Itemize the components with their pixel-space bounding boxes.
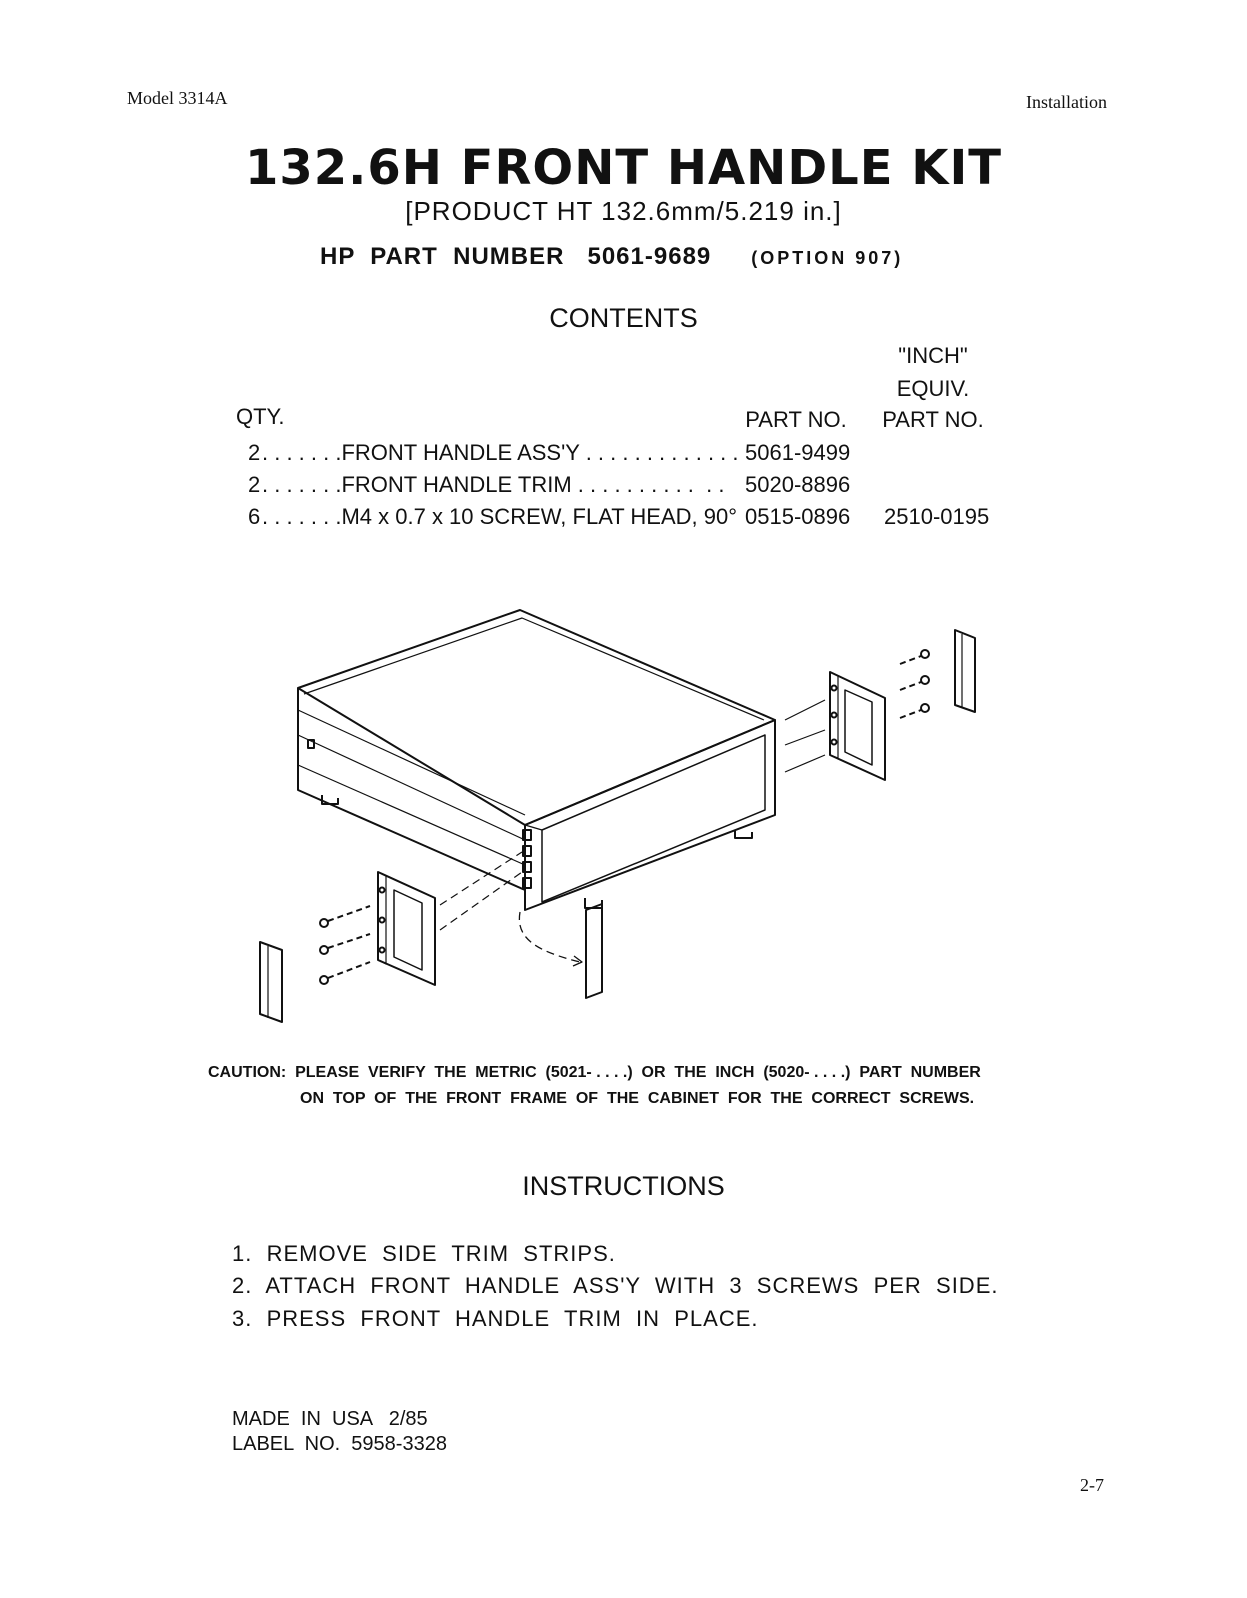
row-desc: . . . . . . .FRONT HANDLE TRIM . . . . . . . . . . . . (262, 472, 725, 497)
model-label: Model 3314A (127, 88, 228, 108)
row-inch-part: 2510-0195 (884, 504, 990, 529)
part-number-label: HP PART NUMBER (320, 243, 565, 270)
installation-diagram (240, 590, 1000, 1040)
part-col-head: PART NO. (745, 407, 847, 432)
contents-heading: CONTENTS (549, 303, 698, 333)
row-part: 5061-9499 (745, 440, 851, 465)
row-qty: 2 (248, 472, 261, 497)
left-screws (320, 906, 370, 984)
instructions-heading: INSTRUCTIONS (522, 1171, 725, 1201)
inch-col-head-1: "INCH" (898, 343, 968, 368)
cabinet-front-panel (542, 735, 765, 902)
qty-col-head: QTY. (236, 404, 285, 429)
part-number-line (320, 243, 903, 271)
inch-col-head-2: EQUIV. (896, 376, 970, 401)
row-part: 5020-8896 (745, 472, 851, 497)
right-trim (955, 630, 975, 712)
cabinet-top (298, 610, 775, 825)
left-trim (260, 942, 282, 1022)
instruction-step: 3. PRESS FRONT HANDLE TRIM IN PLACE. (232, 1306, 759, 1331)
cabinet-side (298, 688, 525, 890)
page-number: 2-7 (1080, 1475, 1104, 1495)
inch-col-head-3: PART NO. (882, 407, 984, 432)
row-desc: . . . . . . .M4 x 0.7 x 10 SCREW, FLAT HEAD, 90° (262, 504, 738, 529)
right-screws (900, 650, 929, 718)
cabinet-front-frame (525, 720, 775, 910)
instruction-step: 2. ATTACH FRONT HANDLE ASS'Y WITH 3 SCREWS PER SIDE. (232, 1273, 999, 1298)
row-qty: 2 (248, 440, 261, 465)
page-title: 132.6H FRONT HANDLE KIT (244, 140, 1003, 196)
caution-line-2: ON TOP OF THE FRONT FRAME OF THE CABINET FOR THE CORRECT SCREWS. (300, 1090, 975, 1107)
instruction-step: 1. REMOVE SIDE TRIM STRIPS. (232, 1241, 616, 1266)
section-label: Installation (1026, 92, 1107, 112)
row-part: 0515-0896 (745, 504, 851, 529)
label-number: LABEL NO. 5958-3328 (232, 1433, 447, 1455)
row-desc: . . . . . . .FRONT HANDLE ASS'Y . . . . . . . . . . . . . (262, 440, 739, 465)
caution-line-1: CAUTION: PLEASE VERIFY THE METRIC (5021- . . . .) OR THE INCH (5020- . . . .) PART NUMBER (208, 1064, 981, 1081)
side-trim-strip (586, 904, 602, 998)
page-subtitle: [PRODUCT HT 132.6mm/5.219 in.] (405, 196, 842, 226)
row-qty: 6 (248, 504, 261, 529)
part-number-value: 5061-9689 (587, 243, 712, 270)
option-label: (OPTION 907) (751, 248, 904, 268)
made-in-label: MADE IN USA 2/85 (232, 1408, 428, 1430)
